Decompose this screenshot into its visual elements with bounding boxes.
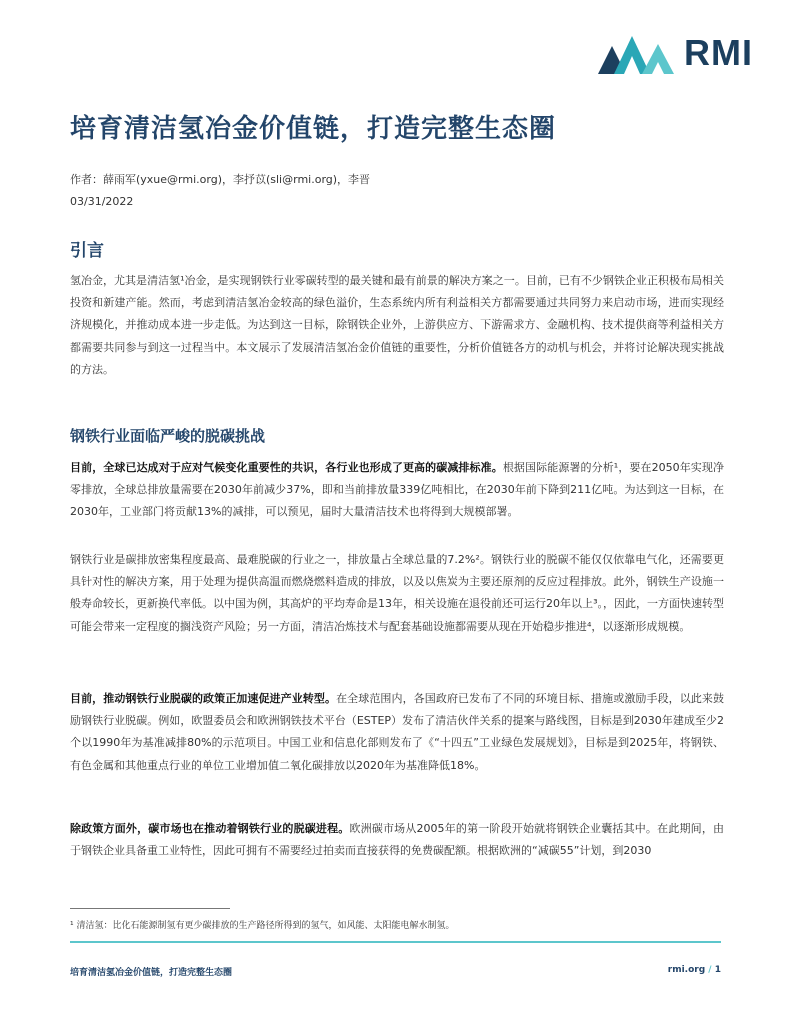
body-paragraph — [70, 688, 724, 777]
section-title-introduction: 引言 — [70, 241, 104, 261]
footer-title: 培育清洁氢冶金价值链，打造完整生态圈 — [70, 968, 233, 978]
paragraph-text: 根据国际能源署的分析¹，要在2050年实现净零排放，全球总排放量需要在2030年前减少37%，即和当前排放量339亿吨相比，在2030年前下降到211亿吨。为达到这一目标，在2030年，工业部门将贡献13%的减排，可以预见，届时大量清洁技术也将得到大规模部署。 — [70, 461, 724, 519]
body-paragraph — [70, 818, 724, 862]
footnote-divider — [70, 908, 230, 909]
footer-page-info — [668, 965, 721, 975]
footer-divider — [70, 941, 721, 943]
paragraph-text: 欧洲碳市场从2005年的第一阶段开始就将钢铁企业囊括其中。在此期间，由于钢铁企业具备重工业特性，因此可拥有不需要经过拍卖而直接获得的免费碳配额。根据欧洲的“减碳55”计划，到2030 — [70, 822, 724, 858]
page-number: 1 — [714, 965, 721, 975]
footnote: ¹ 清洁氢：比化石能源制氢有更少碳排放的生产路径所得到的氢气，如风能、太阳能电解水制氢。 — [70, 921, 455, 931]
paragraph-lead: 除政策方面外，碳市场也在推动着钢铁行业的脱碳进程。 — [70, 822, 350, 835]
section-title-steel-challenge: 钢铁行业面临严峻的脱碳挑战 — [70, 427, 266, 445]
footer-separator: / — [708, 965, 712, 975]
rmi-logo — [598, 32, 753, 74]
authors-line: 作者：薛雨军(yxue@rmi.org)，李抒苡(sli@rmi.org)，李晋 — [70, 173, 371, 186]
logo-text: RMI — [684, 32, 753, 73]
intro-paragraph — [70, 270, 724, 381]
body-paragraph — [70, 457, 724, 524]
paragraph-text: 氢冶金，尤其是清洁氢¹冶金，是实现钢铁行业零碳转型的最关键和最有前景的解决方案之一。目前，已有不少钢铁企业正积极布局相关投资和新建产能。然而，考虑到清洁氢冶金较高的绿色溢价，生态系统内所有利益相关方都需要通过共同努力来启动市场，进而实现经济规模化，并推动成本进一步走低。为达到这一目标，除钢铁企业外，上游供应方、下游需求方、金融机构、技术提供商等利益相关方都需要共同参与到这一过程当中。本文展示了发展清洁氢冶金价值链的重要性，分析价值链各方的动机与机会，并将讨论解决现实挑战的方法。 — [70, 274, 724, 376]
paragraph-text: 钢铁行业是碳排放密集程度最高、最难脱碳的行业之一，排放量占全球总量的7.2%²。钢铁行业的脱碳不能仅仅依靠电气化，还需要更具针对性的解决方案，用于处理为提供高温而燃烧燃料造成的排放，以及以焦炭为主要还原剂的反应过程排放。此外，钢铁生产设施一般寿命较长，更新换代率低。以中国为例，其高炉的平均寿命是13年，相关设施在退役前还可运行20年以上³。，因此，一方面快速转型可能会带来一定程度的搁浅资产风险；另一方面，清洁冶炼技术与配套基础设施都需要从现在开始稳步推进⁴，以逐渐形成规模。 — [70, 553, 724, 633]
paragraph-text: 在全球范围内，各国政府已发布了不同的环境目标、措施或激励手段，以此来鼓励钢铁行业脱碳。例如，欧盟委员会和欧洲钢铁技术平台（ESTEP）发布了清洁伙伴关系的提案与路线图，目标是到2030年建成至少2个以1990年为基准减排80%的示范项目。中国工业和信息化部则发布了《“十四五”工业绿色发展规划》，目标是到2025年，将钢铁、有色金属和其他重点行业的单位工业增加值二氧化碳排放以2020年为基准降低18%。 — [70, 692, 725, 772]
footer-site-link[interactable]: rmi.org — [667, 965, 706, 975]
rmi-mountain-icon — [598, 32, 682, 74]
page-title: 培育清洁氢冶金价值链，打造完整生态圈 — [70, 114, 557, 144]
paragraph-lead: 目前，推动钢铁行业脱碳的政策正加速促进产业转型。 — [70, 692, 337, 705]
publish-date: 03/31/2022 — [70, 195, 134, 208]
body-paragraph — [70, 549, 724, 638]
paragraph-lead: 目前，全球已达成对于应对气候变化重要性的共识，各行业也形成了更高的碳减排标准。 — [70, 461, 503, 474]
